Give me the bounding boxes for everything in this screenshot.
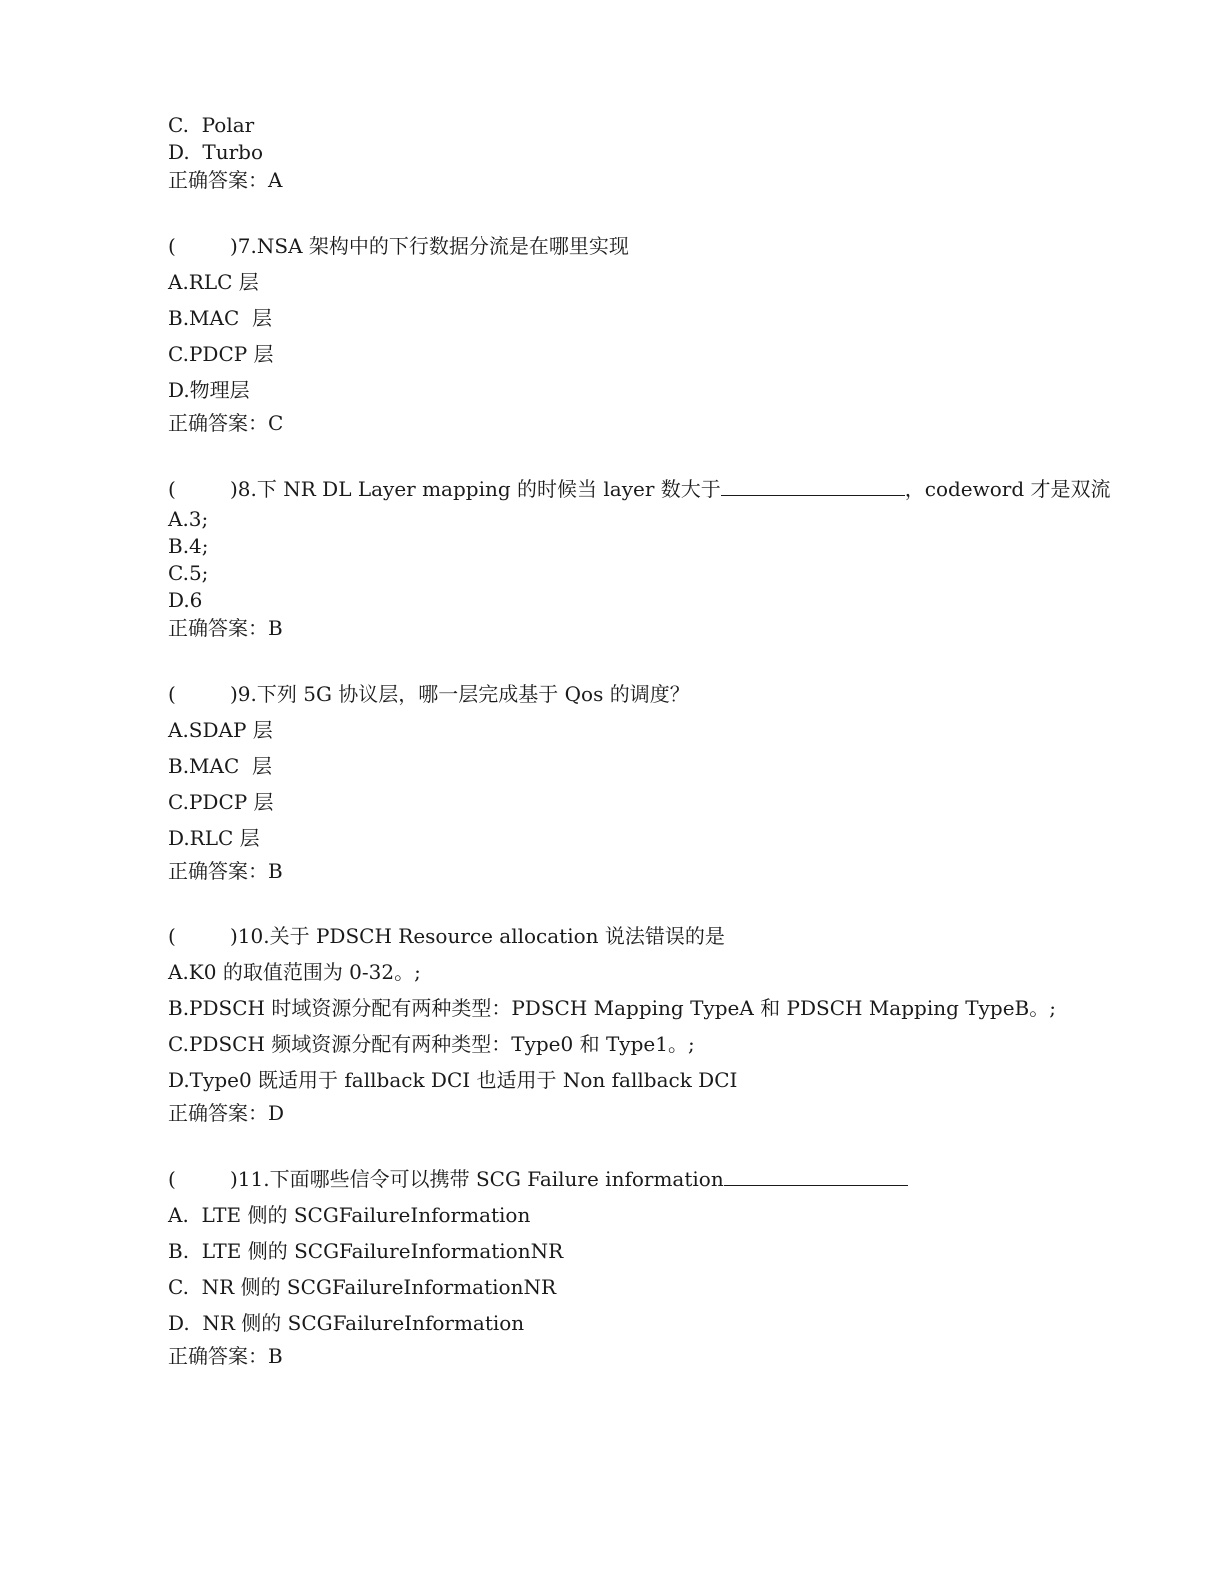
option-a: A.RLC 层 — [168, 270, 259, 294]
question-text: )9.下列 5G 协议层，哪一层完成基于 Qos 的调度？ — [230, 682, 690, 706]
question-paren: ( — [168, 924, 176, 948]
question-paren: ( — [168, 477, 176, 501]
answer-line: 正确答案：B — [168, 1344, 283, 1368]
question-text-tail: ，codeword 才是双流 — [904, 477, 1111, 501]
option-c: C.PDSCH 频域资源分配有两种类型：Type0 和 Type1。; — [168, 1032, 695, 1056]
answer-line: 正确答案：A — [168, 168, 283, 192]
option-b: B.MAC 层 — [168, 306, 272, 330]
option-d: D. Turbo — [168, 140, 264, 164]
option-c: C. NR 侧的 SCGFailureInformationNR — [168, 1275, 557, 1299]
answer-line: 正确答案：B — [168, 616, 283, 640]
question-11 — [168, 1166, 908, 1192]
question-text: )10.关于 PDSCH Resource allocation 说法错误的是 — [230, 924, 725, 948]
option-d: D.Type0 既适用于 fallback DCI 也适用于 Non fallback DCI — [168, 1068, 738, 1092]
option-a: A.3; — [168, 507, 209, 531]
option-a: A.K0 的取值范围为 0-32。; — [168, 960, 421, 984]
answer-line: 正确答案：C — [168, 411, 284, 435]
option-c: C. Polar — [168, 113, 255, 137]
question-paren: ( — [168, 682, 176, 706]
answer-line: 正确答案：D — [168, 1101, 285, 1125]
question-text: )11.下面哪些信令可以携带 SCG Failure information — [230, 1167, 724, 1191]
question-text: )8.下 NR DL Layer mapping 的时候当 layer 数大于 — [230, 477, 721, 501]
option-b: B.4; — [168, 534, 209, 558]
option-b: B. LTE 侧的 SCGFailureInformationNR — [168, 1239, 564, 1263]
question-text: )7.NSA 架构中的下行数据分流是在哪里实现 — [230, 234, 629, 258]
option-c: C.5; — [168, 561, 209, 585]
option-c: C.PDCP 层 — [168, 342, 274, 366]
fill-in-blank — [721, 477, 905, 496]
question-8 — [168, 476, 1111, 502]
fill-in-blank — [724, 1167, 908, 1186]
answer-line: 正确答案：B — [168, 859, 283, 883]
option-c: C.PDCP 层 — [168, 790, 274, 814]
option-a: A. LTE 侧的 SCGFailureInformation — [168, 1203, 531, 1227]
option-d: D.物理层 — [168, 378, 250, 402]
option-b: B.MAC 层 — [168, 754, 272, 778]
option-b: B.PDSCH 时域资源分配有两种类型：PDSCH Mapping TypeA 和 PDSCH Mapping TypeB。; — [168, 996, 1056, 1020]
question-9 — [168, 681, 690, 707]
option-d: D. NR 侧的 SCGFailureInformation — [168, 1311, 525, 1335]
option-d: D.RLC 层 — [168, 826, 260, 850]
question-7 — [168, 233, 629, 259]
question-paren: ( — [168, 234, 176, 258]
question-10 — [168, 923, 725, 949]
option-d: D.6 — [168, 588, 203, 612]
option-a: A.SDAP 层 — [168, 718, 273, 742]
question-paren: ( — [168, 1167, 176, 1191]
